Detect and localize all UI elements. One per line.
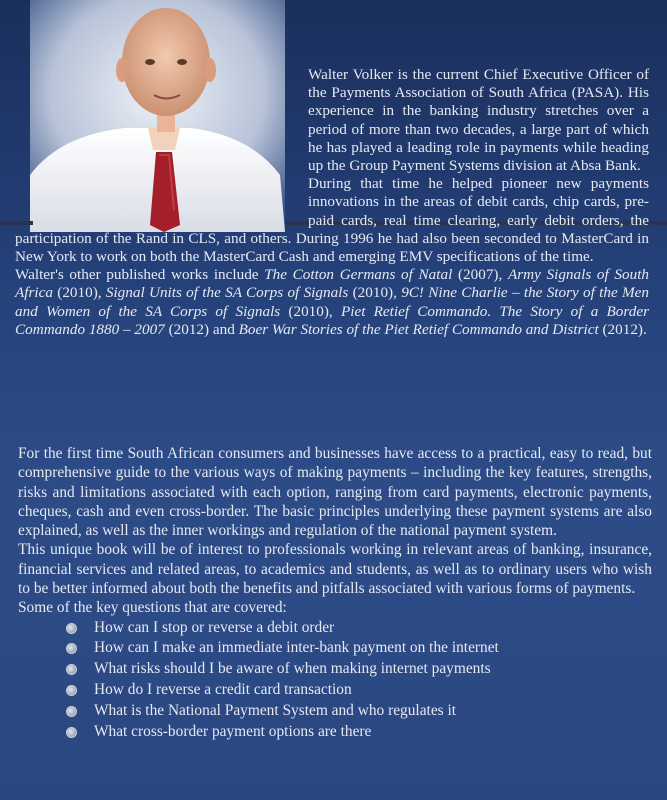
book-blurb xyxy=(18,444,652,742)
bio-works xyxy=(15,266,649,339)
question-text: What is the National Payment System and who regulates it xyxy=(94,701,457,719)
blurb-paragraph-1: For the first time South African consumers and businesses have access to a practical, easy to read, but comprehensive guide to the various ways of making payments – including the key features, strengths, risks and limitations associated with each option, ranging from card payments, electronic payments, cheques, cash and even cross-border. The basic principles underlying these payment systems are also explained, as well as the inner workings and regulation of the national payment system. xyxy=(18,445,652,540)
question-text: How can I stop or reverse a debit order xyxy=(94,618,335,636)
author-bio xyxy=(15,66,649,339)
bullet-icon xyxy=(66,623,77,634)
work-year: (2012). xyxy=(598,320,647,338)
work-year: (2010), xyxy=(280,302,341,320)
work-year: (2007), xyxy=(452,266,508,284)
work-year: (2012) and xyxy=(164,320,239,338)
work-title: Piet Retief Commando. The Story of a Border Commando 1880 – 2007 xyxy=(15,302,649,338)
questions-list xyxy=(18,618,652,743)
bio-intro: Walter Volker is the current Chief Executive Officer of the Payments Association of South Africa (PASA). His experience in the banking industry stretches over a period of more than two decades, a large part of which he has played a leading role in payments while heading up the Group Payment Systems division at Absa Bank. xyxy=(308,66,649,175)
list-item xyxy=(66,618,652,639)
list-item xyxy=(66,722,652,743)
work-title: Boer War Stories of the Piet Retief Commando and District xyxy=(238,320,599,338)
list-item xyxy=(66,659,652,680)
questions-intro: Some of the key questions that are covered: xyxy=(18,599,287,617)
blurb-paragraph-2: This unique book will be of interest to professionals working in relevant areas of banking, insurance, financial services and related areas, to academics and students, as well as to ordinary users who wish to be better informed about both the benefits and pitfalls associated with various forms of payments. xyxy=(18,541,652,598)
work-year: (2010), xyxy=(348,284,402,302)
list-item xyxy=(66,638,652,659)
list-item xyxy=(66,680,652,701)
bullet-icon xyxy=(66,727,77,738)
work-title: 9C! Nine Charlie – the Story of the Men and Women of the SA Corps of Signals xyxy=(15,284,650,320)
bullet-icon xyxy=(66,685,77,696)
bio-works-lead: Walter's other published works include xyxy=(15,266,265,284)
list-item xyxy=(66,701,652,722)
question-text: How do I reverse a credit card transaction xyxy=(94,681,352,699)
question-text: How can I make an immediate inter-bank payment on the internet xyxy=(94,639,499,657)
bullet-icon xyxy=(66,664,77,675)
work-year: (2010), xyxy=(52,284,106,302)
work-title: Signal Units of the SA Corps of Signals xyxy=(105,284,349,302)
bullet-icon xyxy=(66,706,77,717)
work-title: Army Signals of South Africa xyxy=(15,266,650,302)
bullet-icon xyxy=(66,643,77,654)
question-text: What risks should I be aware of when making internet payments xyxy=(94,660,491,678)
work-title: The Cotton Germans of Natal xyxy=(264,266,453,284)
bio-career: During that time he helped pioneer new payments innovations in the areas of debit cards, chip cards, pre-paid cards, real time clearing, early debit orders, the participation of the Rand in CLS, and others. During 1996 he had also been seconded to MasterCard in New York to work on both the MasterCard Cash and emerging EMV specifications of the time. xyxy=(15,175,649,266)
question-text: What cross-border payment options are there xyxy=(94,722,372,740)
